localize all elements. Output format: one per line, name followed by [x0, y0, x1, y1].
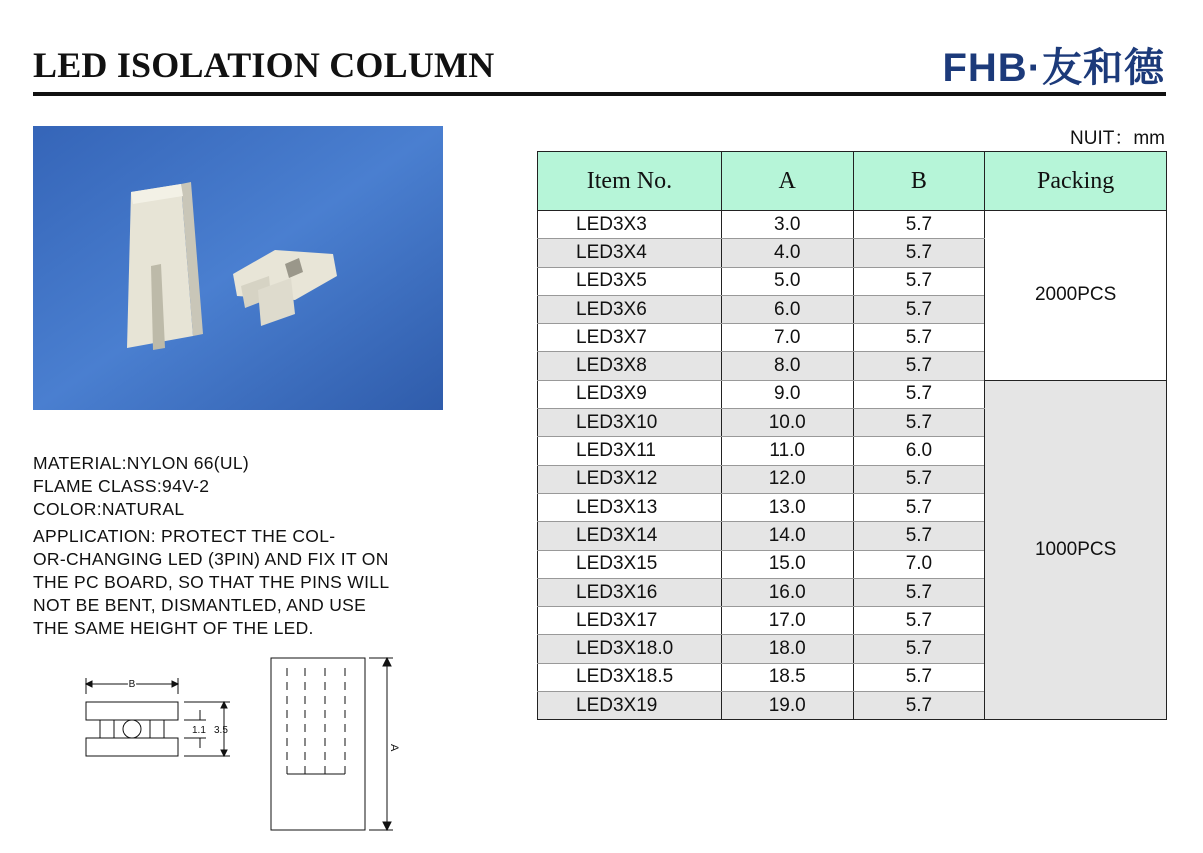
b-cell: 6.0 [853, 437, 985, 465]
item-no-cell: LED3X19 [538, 692, 722, 720]
header-b: B [853, 152, 985, 211]
application-line-1: APPLICATION: PROTECT THE COL- [33, 526, 336, 546]
item-no-cell: LED3X15 [538, 550, 722, 578]
a-cell: 3.0 [721, 211, 853, 239]
isolation-column-photo [33, 126, 443, 410]
a-cell: 9.0 [721, 380, 853, 408]
a-cell: 17.0 [721, 607, 853, 635]
a-cell: 6.0 [721, 295, 853, 323]
application-line-3: THE PC BOARD, SO THAT THE PINS WILL [33, 572, 390, 592]
b-cell: 5.7 [853, 465, 985, 493]
item-no-cell: LED3X14 [538, 522, 722, 550]
table-row [538, 380, 1167, 408]
item-no-cell: LED3X18.0 [538, 635, 722, 663]
brand-logo: FHB·友和德 [942, 46, 1165, 90]
b-cell: 5.7 [853, 409, 985, 437]
b-cell: 5.7 [853, 493, 985, 521]
a-cell: 11.0 [721, 437, 853, 465]
b-cell: 5.7 [853, 692, 985, 720]
b-cell: 5.7 [853, 211, 985, 239]
a-cell: 5.0 [721, 267, 853, 295]
b-cell: 5.7 [853, 295, 985, 323]
item-no-cell: LED3X13 [538, 493, 722, 521]
a-cell: 4.0 [721, 239, 853, 267]
material-line: MATERIAL:NYLON 66(UL) [33, 453, 250, 473]
a-cell: 7.0 [721, 324, 853, 352]
a-cell: 16.0 [721, 578, 853, 606]
a-cell: 14.0 [721, 522, 853, 550]
item-no-cell: LED3X17 [538, 607, 722, 635]
item-no-cell: LED3X3 [538, 211, 722, 239]
application-line-2: OR-CHANGING LED (3PIN) AND FIX IT ON [33, 549, 389, 569]
application-line-5: THE SAME HEIGHT OF THE LED. [33, 618, 314, 638]
a-cell: 13.0 [721, 493, 853, 521]
a-cell: 18.5 [721, 663, 853, 691]
flame-class-line: FLAME CLASS:94V-2 [33, 476, 210, 496]
a-cell: 8.0 [721, 352, 853, 380]
b-cell: 5.7 [853, 607, 985, 635]
item-no-cell: LED3X16 [538, 578, 722, 606]
application-line-4: NOT BE BENT, DISMANTLED, AND USE [33, 595, 367, 615]
table-row [538, 211, 1167, 239]
a-cell: 18.0 [721, 635, 853, 663]
header-a: A [721, 152, 853, 211]
b-cell: 5.7 [853, 380, 985, 408]
b-cell: 5.7 [853, 352, 985, 380]
header-rule [33, 92, 1166, 96]
dim-large-label: 3.5 [214, 725, 228, 736]
product-photo [33, 126, 443, 410]
a-cell: 12.0 [721, 465, 853, 493]
item-no-cell: LED3X5 [538, 267, 722, 295]
a-cell: 19.0 [721, 692, 853, 720]
item-no-cell: LED3X7 [538, 324, 722, 352]
item-no-cell: LED3X12 [538, 465, 722, 493]
a-cell: 10.0 [721, 409, 853, 437]
b-cell: 5.7 [853, 635, 985, 663]
side-view-drawing [265, 654, 415, 839]
packing-cell: 1000PCS [985, 380, 1167, 720]
item-no-cell: LED3X18.5 [538, 663, 722, 691]
spec-table [537, 151, 1167, 720]
color-line: COLOR:NATURAL [33, 499, 185, 519]
b-cell: 5.7 [853, 663, 985, 691]
table-body [538, 211, 1167, 720]
header-item-no: Item No. [538, 152, 722, 211]
spec-text-block [33, 452, 453, 640]
dim-small-label: 1.1 [192, 725, 206, 736]
dim-a-label: A [388, 744, 400, 752]
dim-b-label: B [128, 679, 136, 690]
b-cell: 7.0 [853, 550, 985, 578]
page-title: LED ISOLATION COLUMN [33, 45, 495, 85]
unit-note: NUIT：mm [1070, 128, 1165, 149]
b-cell: 5.7 [853, 522, 985, 550]
item-no-cell: LED3X6 [538, 295, 722, 323]
a-cell: 15.0 [721, 550, 853, 578]
b-cell: 5.7 [853, 267, 985, 295]
item-no-cell: LED3X11 [538, 437, 722, 465]
b-cell: 5.7 [853, 578, 985, 606]
item-no-cell: LED3X4 [538, 239, 722, 267]
packing-cell: 2000PCS [985, 211, 1167, 381]
item-no-cell: LED3X9 [538, 380, 722, 408]
b-cell: 5.7 [853, 324, 985, 352]
item-no-cell: LED3X8 [538, 352, 722, 380]
header-packing: Packing [985, 152, 1167, 211]
b-cell: 5.7 [853, 239, 985, 267]
top-view-drawing [80, 670, 250, 775]
item-no-cell: LED3X10 [538, 409, 722, 437]
